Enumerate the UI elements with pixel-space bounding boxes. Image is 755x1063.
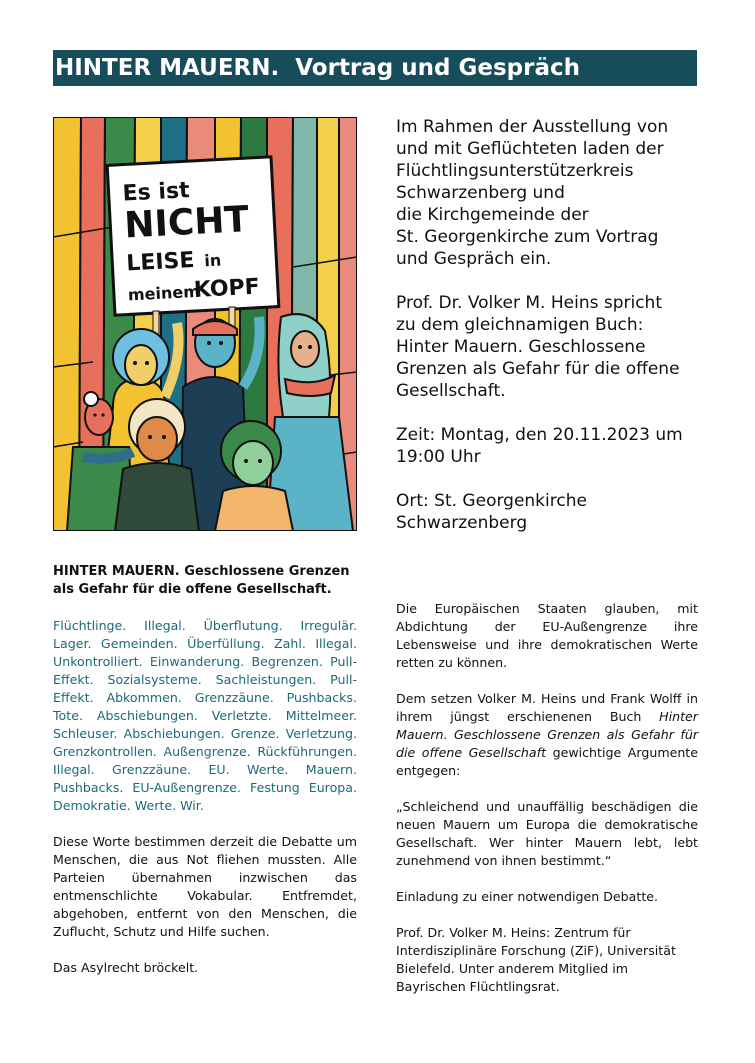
book-heading: HINTER MAUERN. Geschlossene Grenzen als Gefahr für die offene Gesellschaft. [53,564,350,597]
sign-line-4b: KOPF [193,274,261,304]
book-cover-image [53,117,357,531]
quote-paragraph: „Schleichend und unauffällig beschädigen die neuen Mauern um Europa die demokratische Gesellschaft. Wer hinter Mauern lebt, lebt zunehmend von ihnen bestimmt.“ [396,799,698,868]
sign-line-3b: in [203,250,222,271]
asyl-paragraph: Das Asylrecht bröckelt. [53,960,199,975]
keyword-list: Flüchtlinge. Illegal. Überflutung. Irregulär. Lager. Gemeinden. Überfüllung. Zahl. Illegal. Unkontrolliert. Einwanderung. Begrenzen. Pull-Effekt. Sozialsysteme. Sachleistungen. Pull-Effekt. Abkommen. Grenzzäune. Pushbacks. Tote. Abschiebungen. Verletzte. Mittelmeer. Schleuser. Abschiebungen. Grenze. Verletzung. Grenzkontrollen. Außengrenze. Rückführungen. Illegal. Grenzzäune. EU. Werte. Mauern. Pushbacks. EU-Außengrenze. Festung Europa. Demokratie. Werte. Wir. [53,618,357,813]
event-time: Zeit: Montag, den 20.11.2023 um 19:00 Uhr [396,425,683,467]
debate-paragraph: Diese Worte bestimmen derzeit die Debatte um Menschen, die aus Not fliehen mussten. Alle Parteien übernahmen inzwischen das entmenschlichte Vokabular. Entfremdet, abgehoben, entfernt von den Menschen, die Zuflucht, Schutz und Hilfe suchen. [53,834,357,939]
states-paragraph: Die Europäischen Staaten glauben, mit Abdichtung der EU-Außengrenze ihre Lebensweise und ihre demokratischen Werte retten zu können. [396,601,698,670]
sign-line-2: NICHT [123,199,250,247]
book-title-italic: Hinter Mauern. Geschlossene Grenzen als Gefahr für die offene Gesellschaft [396,709,698,760]
sign-line-1: Es ist [122,178,191,207]
counter-paragraph: Dem setzen Volker M. Heins und Frank Wolff in ihrem jüngst erschienenen Buch Hinter Mauern. Geschlossene Grenzen als Gefahr für die offene Gesellschaft gewichtige Argumente entgegen: [396,691,698,778]
page-title: HINTER MAUERN. Vortrag und Gespräch [53,50,697,86]
sign-line-3a: LEISE [125,247,196,277]
right-column [396,600,698,1014]
sign-line-4a: meinem [127,281,201,305]
invitation-text: Im Rahmen der Ausstellung von und mit Geflüchteten laden der Flüchtlingsunterstützerkreis Schwarzenberg und die Kirchgemeinde der St. Georgenkirche zum Vortrag und Gespräch ein. [396,117,669,269]
speaker-text: Prof. Dr. Volker M. Heins spricht zu dem gleichnamigen Buch: Hinter Mauern. Geschlossene Grenzen als Gefahr für die offene Gesellschaft. [396,293,680,401]
speaker-bio: Prof. Dr. Volker M. Heins: Zentrum für Interdisziplinäre Forschung (ZiF), Universität Bielefeld. Unter anderem Mitglied im Bayrischen Flüchtlingsrat. [396,925,676,994]
event-place: Ort: St. Georgenkirche Schwarzenberg [396,491,587,533]
invitation-block [396,116,706,556]
invite-paragraph: Einladung zu einer notwendigen Debatte. [396,889,659,904]
left-column [53,563,357,995]
